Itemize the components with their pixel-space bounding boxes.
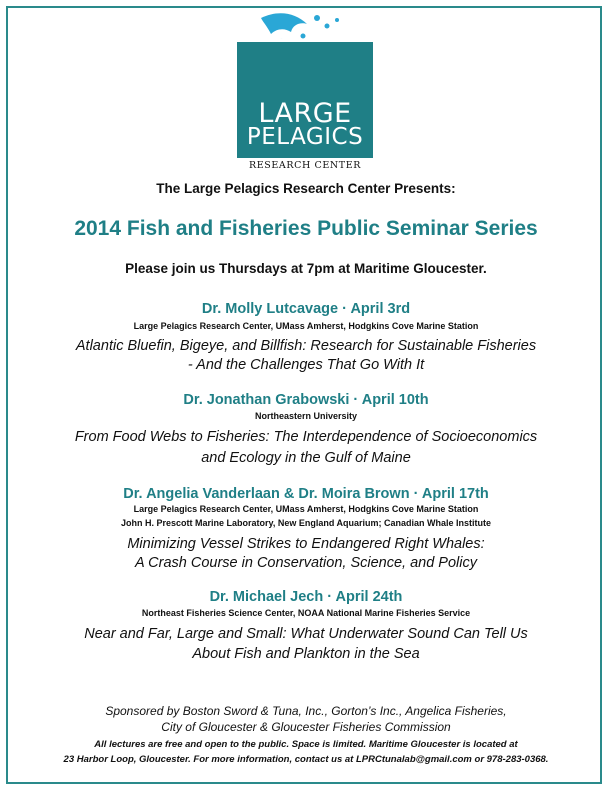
fine-print-line-2: 23 Harbor Loop, Gloucester. For more information, contact us at LPRCtunalab@gmail.com or 978-283-0368. — [63, 754, 549, 765]
page-title: 2014 Fish and Fisheries Public Seminar Series — [74, 217, 538, 240]
lprc-logo — [237, 10, 373, 171]
talk-3-line-1: Minimizing Vessel Strikes to Endangered Right Whales: — [127, 536, 485, 552]
talk-1-line-2: - And the Challenges That Go With It — [187, 357, 425, 373]
speaker-1: Dr. Molly Lutcavage · April 3rd — [201, 301, 411, 317]
affiliation-2: Northeastern University — [254, 411, 358, 421]
talk-2-line-1: From Food Webs to Fisheries: The Interdependence of Socioeconomics — [74, 429, 538, 445]
sponsor-line-1: Sponsored by Boston Sword & Tuna, Inc., Gorton’s Inc., Angelica Fisheries, — [105, 704, 507, 718]
talk-3-line-2: A Crash Course in Conservation, Science, and Policy — [135, 555, 477, 571]
speaker-4: Dr. Michael Jech · April 24th — [209, 589, 403, 605]
talk-4-line-2: About Fish and Plankton in the Sea — [192, 646, 420, 662]
logo-word-pelagics: PELAGICS — [246, 124, 364, 150]
talk-4-line-1: Near and Far, Large and Small: What Underwater Sound Can Tell Us — [84, 626, 528, 642]
join-line: Please join us Thursdays at 7pm at Maritime Gloucester. — [125, 261, 487, 276]
logo-subtitle: RESEARCH CENTER — [248, 160, 362, 171]
speaker-3: Dr. Angelia Vanderlaan & Dr. Moira Brown · April 17th — [123, 486, 489, 502]
fine-print-line-1: All lectures are free and open to the public. Space is limited. Maritime Gloucester is located at — [94, 739, 518, 750]
talk-1-line-1: Atlantic Bluefin, Bigeye, and Billfish: Research for Sustainable Fisheries — [75, 338, 537, 354]
logo-word-large: LARGE — [258, 98, 352, 129]
speaker-2: Dr. Jonathan Grabowski · April 10th — [183, 392, 429, 408]
affiliation-1: Large Pelagics Research Center, UMass Amherst, Hodgkins Cove Marine Station — [133, 321, 479, 331]
affiliation-3b: John H. Prescott Marine Laboratory, New England Aquarium; Canadian Whale Institute — [120, 518, 492, 528]
talk-2-line-2: and Ecology in the Gulf of Maine — [201, 450, 411, 466]
affiliation-3a: Large Pelagics Research Center, UMass Amherst, Hodgkins Cove Marine Station — [133, 504, 479, 514]
presents-line: The Large Pelagics Research Center Presents: — [156, 181, 456, 196]
affiliation-4: Northeast Fisheries Science Center, NOAA National Marine Fisheries Service — [141, 608, 471, 618]
sponsor-line-2: City of Gloucester & Gloucester Fisheries Commission — [161, 720, 451, 734]
